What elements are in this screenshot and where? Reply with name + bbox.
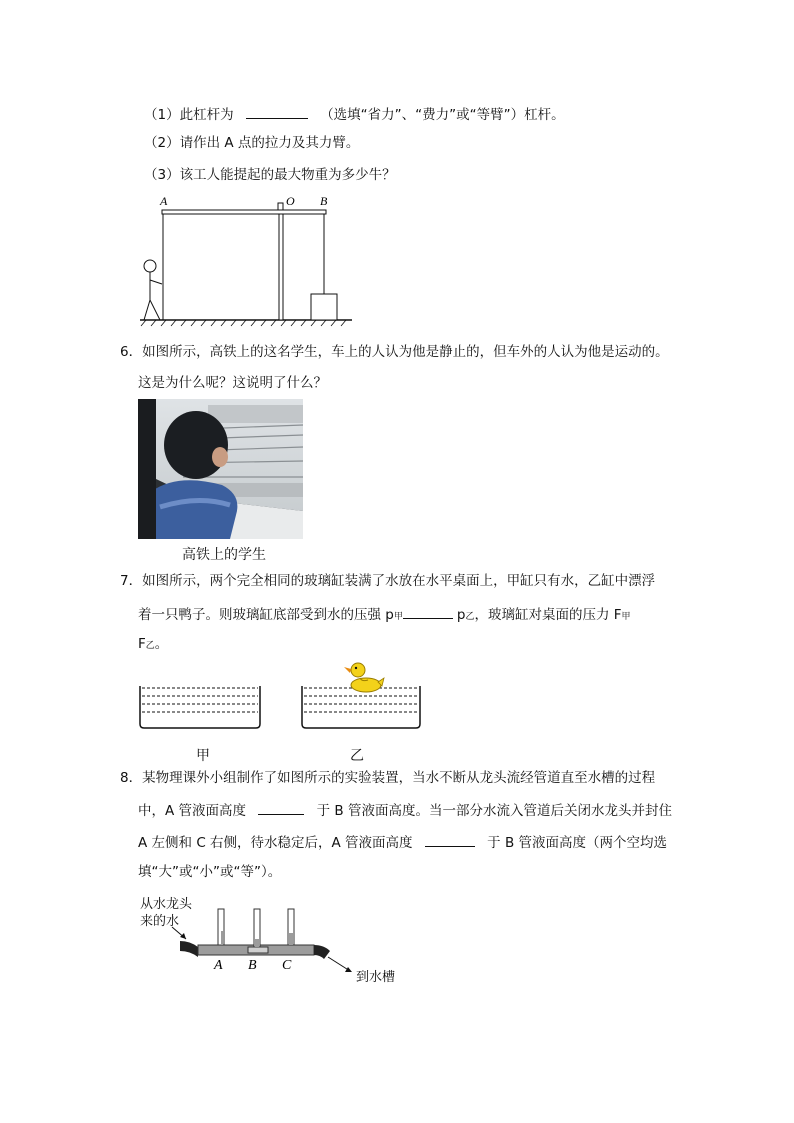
label-from-tap-2: 来的水 — [140, 914, 180, 929]
q5-answer-blank[interactable] — [246, 104, 308, 119]
label-pipe-b: B — [248, 958, 257, 973]
label-a: A — [160, 194, 168, 208]
q8-blank-1[interactable] — [258, 800, 304, 815]
q5-sub1: （1）此杠杆为 （选填“省力”、“费力”或“等臂”）杠杆。 — [144, 104, 565, 124]
q7-line2: 着一只鸭子。则玻璃缸底部受到水的压强 p甲 p乙，玻璃缸对桌面的压力 F甲 — [138, 604, 631, 626]
label-from-tap-1: 从水龙头 — [140, 897, 193, 912]
q5-sub3: （3）该工人能提起的最大物重为多少牛？ — [144, 167, 396, 183]
train-student-photo — [138, 399, 303, 539]
q8-line3: A 左侧和 C 右侧，待水稳定后，A 管液面高度 于 B 管液面高度（两个空均选 — [138, 832, 667, 852]
q8-line4: 填“大”或“小”或“等”）。 — [138, 864, 282, 880]
photo-caption: 高铁上的学生 — [182, 547, 266, 563]
lever-figure — [136, 190, 358, 330]
label-b: B — [320, 194, 328, 208]
label-pipe-c: C — [282, 958, 292, 973]
q7-pressure-blank[interactable] — [403, 604, 453, 619]
q8-blank-2[interactable] — [425, 832, 475, 847]
label-to-sink: 到水槽 — [356, 970, 396, 985]
label-o: O — [286, 194, 295, 208]
q7-line1: 7．如图所示，两个完全相同的玻璃缸装满了水放在水平桌面上，甲缸只有水，乙缸中漂浮 — [120, 573, 656, 589]
q6-line2: 这是为什么呢？这说明了什么？ — [138, 375, 327, 391]
tanks-figure — [136, 652, 426, 732]
q5-sub2: （2）请作出 A 点的拉力及其力臂。 — [144, 135, 360, 151]
q8-line1: 8．某物理课外小组制作了如图所示的实验装置，当水不断从龙头流经管道直至水槽的过程 — [120, 770, 656, 786]
label-jia: 甲 — [196, 748, 210, 764]
label-yi: 乙 — [350, 748, 364, 764]
q7-line3: F乙。 — [138, 636, 169, 652]
pipe-figure — [140, 895, 360, 980]
q6-line1: 6．如图所示，高铁上的这名学生，车上的人认为他是静止的，但车外的人认为他是运动的。 — [120, 344, 669, 360]
q8-line2: 中，A 管液面高度 于 B 管液面高度。当一部分水流入管道后关闭水龙头并封住 — [138, 800, 672, 820]
label-pipe-a: A — [214, 958, 223, 973]
